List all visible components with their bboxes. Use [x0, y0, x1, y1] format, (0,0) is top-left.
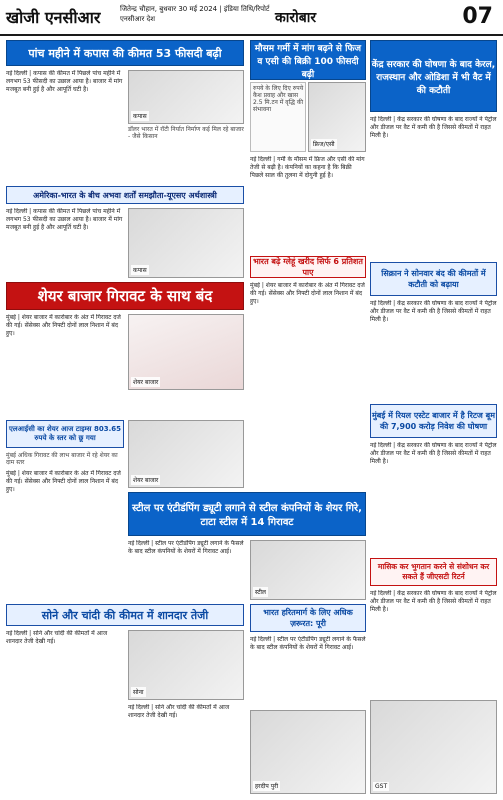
article-kerala: नई दिल्ली | केंद्र सरकार की घोषणा के बाद राज्यों ने पेट्रोल और डीजल पर वैट में कमी की है जिससे कीमतों में राहत मिली है।: [370, 116, 497, 139]
photo-fridge: फ्रिज/एसी: [308, 82, 366, 152]
headline-gst: मासिक कर भुगतान करने से संशोधन कर सकते हैं जीएसटी रिटर्न: [370, 558, 497, 586]
photo-steel: स्टील: [250, 540, 366, 600]
headline-share: शेयर बाजार गिरावट के साथ बंद: [6, 282, 244, 310]
headline-kerala: केंद्र सरकार की घोषणा के बाद केरल, राजस्थान और ओडिशा में भी वैट में की कटौती: [370, 40, 497, 112]
masthead: खोजी एनसीआर: [6, 8, 101, 27]
page-header: [0, 0, 503, 36]
headline-puri: भारत हरितमार्ग के लिए अधिक ज़रूरत: पूरी: [250, 604, 366, 632]
caption-lic: मुंबई अधिक गिरावट की लाभ बाजार में रहे शेयर का दाम स्तर: [6, 452, 118, 466]
section-title: कारोबार: [275, 10, 317, 26]
article-shrink: नई दिल्ली | केंद्र सरकार की घोषणा के बाद राज्यों ने पेट्रोल और डीजल पर वैट में कमी की है जिससे कीमतों में राहत मिली है।: [370, 300, 497, 323]
headline-usa: अमेरिका-भारत के बीच अभवा शर्तों समझौता-यूएसए अर्थशास्त्री: [6, 186, 244, 204]
photo-puri: हरदीप पुरी: [250, 710, 366, 794]
headline-steel: स्टील पर एंटीडंपिंग ड्यूटी लगाने से स्टील कंपनियों के शेयर गिरे, टाटा स्टील में 14 गिरावट: [128, 492, 366, 536]
photo-gold: सोना: [128, 630, 244, 700]
headline-mumbai: मुंबई में रियल एस्टेट बाजार में है रिटज बूम की 7,900 करोड़ निवेश की घोषणा: [370, 404, 497, 438]
article-gold: नई दिल्ली | सोने और चांदी की कीमतों में आज शानदार तेजी देखी गई।: [6, 630, 108, 645]
article-steel: नई दिल्ली | स्टील पर एंटीडंपिंग ड्यूटी लगाने के फैसले के बाद स्टील कंपनियों के शेयरों में गिरावट आई।: [128, 540, 244, 555]
headline-lic: एलआईसी का शेयर आज टाइम्स 803.65 रुपये के स्तर को छू गया: [6, 420, 124, 448]
photo-cotton: कपास: [128, 70, 244, 124]
article-gst: नई दिल्ली | केंद्र सरकार की घोषणा के बाद राज्यों ने पेट्रोल और डीजल पर वैट में कमी की है जिससे कीमतों में राहत मिली है।: [370, 590, 497, 613]
photo-gst: GST: [370, 700, 497, 794]
article-wheat: मुंबई | शेयर बाजार में कारोबार के अंत में गिरावट दर्ज की गई। सेंसेक्स और निफ्टी दोनों लाल निशान में बंद हुए।: [250, 282, 365, 305]
dateline: जितेन्द्र चौहान, बुधवार 30 मई 2024 | इंडिया तिथि/रिपोर्ट एनसीआर देश: [120, 5, 270, 23]
article-usa: नई दिल्ली | कपास की कीमत में पिछले पांच महीने में लगभग 53 फीसदी का उछाल आया है। बाजार में मांग मजबूत बनी हुई है और आपूर्ति घटी है।: [6, 208, 123, 231]
caption-cotton: डॉलर भारत में रॉटी निर्यात निर्माण कई मिल रहे बाजार - जैसे किसान: [128, 126, 244, 140]
article-mumbai: नई दिल्ली | केंद्र सरकार की घोषणा के बाद राज्यों ने पेट्रोल और डीजल पर वैट में कमी की है जिससे कीमतों में राहत मिली है।: [370, 442, 497, 465]
headline-mosam: मौसम गर्मी में मांग बढ़ने से फिज व एसी की बिक्री 100 फीसदी बढ़ी: [250, 40, 366, 80]
photo-market: शेयर बाजार: [128, 314, 244, 390]
headline-cotton: पांच महीने में कपास की कीमत 53 फीसदी बढ़ी: [6, 40, 244, 66]
article-share: मुंबई | शेयर बाजार में कारोबार के अंत में गिरावट दर्ज की गई। सेंसेक्स और निफ्टी दोनों लाल निशान में बंद हुए।: [6, 314, 121, 337]
headline-gold: सोने और चांदी की कीमत में शानदार तेजी: [6, 604, 244, 626]
box-text: रुपये के लिए दिए रुपये कैश प्रवाह और खास 2.5 मि.टन में वृद्धि की संभावना: [253, 85, 304, 113]
page-number: 07: [462, 4, 493, 29]
headline-wheat: भारत बढ़े ग्लेहूं खरीद सिर्फ 6 प्रतिशत पाए: [250, 256, 366, 278]
article-gold-2: नई दिल्ली | सोने और चांदी की कीमतों में आज शानदार तेजी देखी गई।: [128, 704, 230, 719]
article-puri: नई दिल्ली | स्टील पर एंटीडंपिंग ड्यूटी लगाने के फैसले के बाद स्टील कंपनियों के शेयरों में गिरावट आई।: [250, 636, 366, 651]
article-lic: मुंबई | शेयर बाजार में कारोबार के अंत में गिरावट दर्ज की गई। सेंसेक्स और निफ्टी दोनों लाल निशान में बंद हुए।: [6, 470, 121, 493]
article-cotton: नई दिल्ली | कपास की कीमत में पिछले पांच महीने में लगभग 53 फीसदी का उछाल आया है। बाजार में मांग मजबूत बनी हुई है और आपूर्ति घटी है।: [6, 70, 123, 93]
headline-shrink: सिक्रान ने सोनवार बंद की कीमतों में कटौती को बढ़ाया: [370, 262, 497, 296]
photo-flags: कपास: [128, 208, 244, 278]
article-mosam: नई दिल्ली | गर्मी के मौसम में फ्रिज और एसी की मांग तेजी से बढ़ी है। कंपनियों का कहना है कि बिक्री पिछले साल की तुलना में दोगुनी हुई है।: [250, 156, 365, 179]
info-box: [250, 82, 306, 152]
photo-lic: शेयर बाजार: [128, 420, 244, 488]
